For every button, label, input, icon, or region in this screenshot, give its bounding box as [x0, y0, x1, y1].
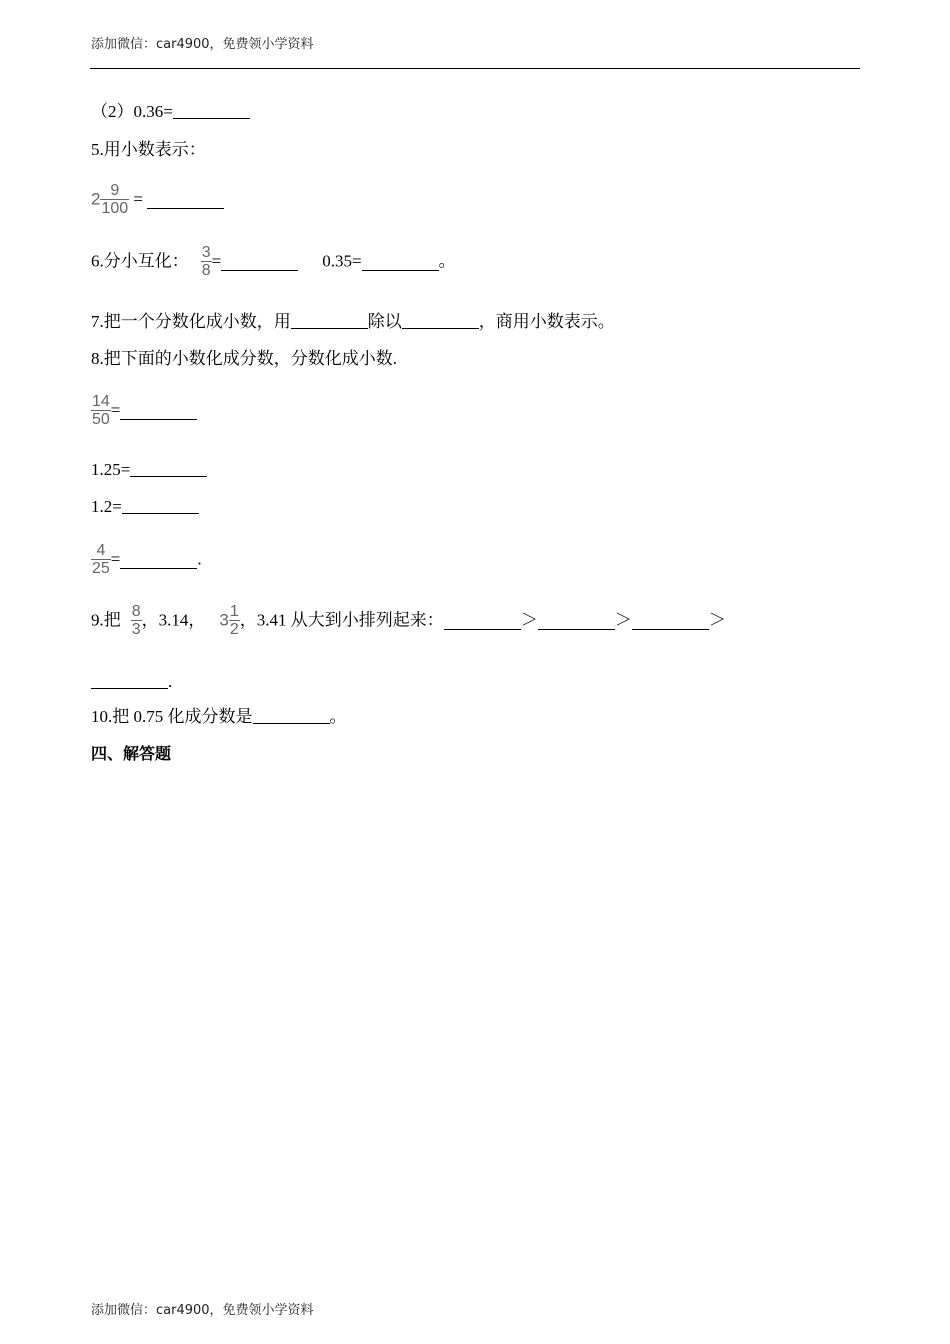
numerator: 8	[131, 603, 141, 620]
answer-blank[interactable]	[402, 311, 479, 329]
answer-blank[interactable]	[253, 706, 330, 724]
period: 。	[329, 707, 347, 726]
page-footer: 添加微信：car4900，免费领小学资料	[91, 1303, 314, 1318]
greater-than-sign: ＞	[614, 610, 632, 630]
decimal-text: 0.35=	[322, 251, 362, 271]
question-6	[91, 244, 456, 279]
equals-sign: =	[211, 251, 222, 271]
greater-than-sign: ＞	[520, 610, 538, 630]
question-text: ，商用小数表示。	[478, 312, 615, 331]
mixed-whole: 3	[219, 610, 229, 630]
answer-blank[interactable]	[632, 612, 709, 630]
answer-blank[interactable]	[122, 496, 199, 514]
fraction	[100, 182, 129, 217]
denominator: 50	[92, 411, 110, 428]
answer-blank[interactable]	[130, 459, 207, 477]
question-text: （2）0.36=	[91, 102, 173, 121]
answer-blank[interactable]	[147, 191, 224, 209]
numerator: 1	[229, 603, 239, 620]
question-label: 6.分小互化：	[91, 251, 189, 271]
fraction	[131, 603, 142, 638]
question-8-title: 8.把下面的小数化成分数，分数化成小数.	[91, 349, 397, 368]
greater-than-sign: ＞	[708, 610, 726, 630]
period: .	[168, 672, 173, 691]
answer-blank[interactable]	[221, 253, 298, 271]
question-10	[91, 705, 347, 729]
question-9-continued	[91, 670, 172, 694]
question-text: 除以	[367, 312, 402, 331]
fraction	[91, 393, 111, 428]
fraction	[201, 244, 212, 279]
question-8-item-1	[91, 393, 197, 428]
question-8-item-3	[91, 495, 199, 519]
question-text: ，3.14，	[141, 610, 206, 630]
denominator: 2	[229, 621, 239, 638]
question-7	[91, 310, 615, 334]
answer-blank[interactable]	[362, 253, 439, 271]
equals-sign: =	[110, 549, 121, 569]
answer-blank[interactable]	[291, 311, 368, 329]
equals-sign: =	[110, 400, 121, 420]
section-heading: 四、解答题	[91, 744, 172, 763]
denominator: 8	[201, 262, 211, 279]
equals-sign: =	[133, 189, 144, 209]
numerator: 14	[92, 393, 110, 410]
answer-blank[interactable]	[91, 671, 168, 689]
header-divider	[90, 68, 860, 69]
question-4-2	[91, 100, 250, 124]
question-8-item-2	[91, 458, 207, 482]
numerator: 3	[201, 244, 211, 261]
denominator: 3	[131, 621, 141, 638]
answer-blank[interactable]	[444, 612, 521, 630]
question-text: 10.把 0.75 化成分数是	[91, 707, 253, 726]
period: 。	[438, 251, 456, 271]
fraction	[91, 542, 111, 577]
page-header: 添加微信：car4900，免费领小学资料	[91, 37, 314, 52]
answer-blank[interactable]	[120, 551, 197, 569]
mixed-whole: 2	[91, 189, 101, 209]
question-8-item-4	[91, 542, 202, 577]
question-5-title: 5.用小数表示：	[91, 140, 206, 159]
question-5-expression	[91, 182, 224, 217]
decimal-text: 1.2=	[91, 497, 122, 516]
fraction	[229, 603, 240, 638]
question-text: ，3.41 从大到小排列起来：	[239, 610, 444, 630]
question-text: 7.把一个分数化成小数，用	[91, 312, 291, 331]
decimal-text: 1.25=	[91, 460, 131, 479]
numerator: 4	[96, 542, 106, 559]
answer-blank[interactable]	[173, 101, 250, 119]
answer-blank[interactable]	[538, 612, 615, 630]
denominator: 100	[101, 200, 129, 217]
period: .	[197, 549, 202, 569]
question-text: 9.把	[91, 610, 121, 630]
denominator: 25	[92, 560, 110, 577]
answer-blank[interactable]	[120, 402, 197, 420]
numerator: 9	[110, 182, 120, 199]
question-9	[91, 603, 726, 638]
